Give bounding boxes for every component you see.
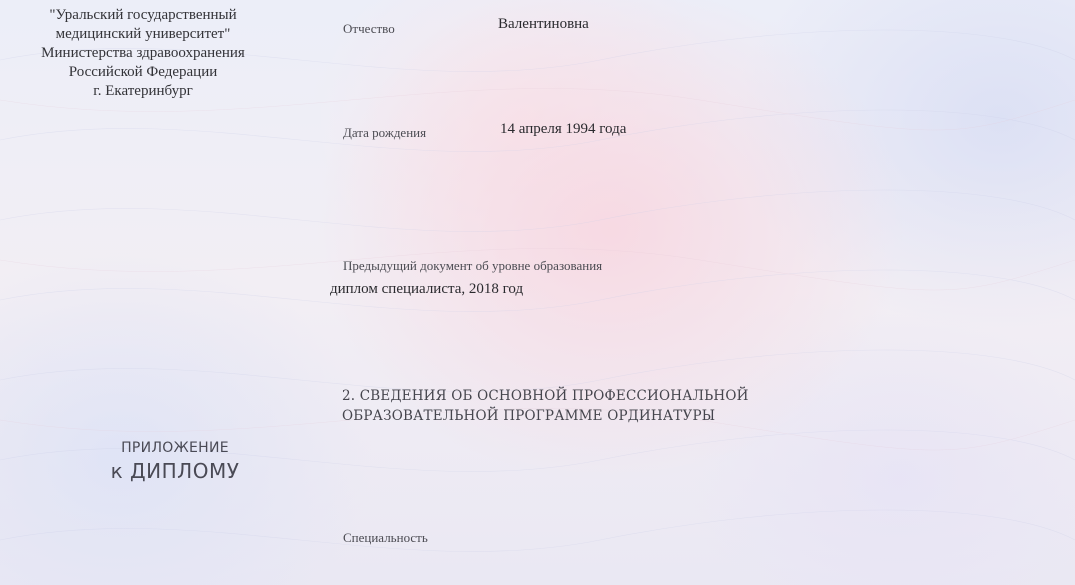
university-name-block (0, 6, 286, 101)
birthdate-value: 14 апреля 1994 года (500, 121, 627, 137)
university-line: медицинский университет" (55, 26, 231, 42)
appendix-title (60, 438, 290, 484)
appendix-title-line1: ПРИЛОЖЕНИЕ (121, 440, 229, 456)
university-line: "Уральский государственный (49, 7, 237, 23)
specialty-label: Специальность (343, 530, 428, 545)
patronymic-value: Валентиновна (498, 16, 589, 32)
university-line: Российской Федерации (68, 64, 218, 80)
section-2-title-line2: ОБРАЗОВАТЕЛЬНОЙ ПРОГРАММЕ ОРДИНАТУРЫ (342, 408, 716, 424)
university-line: г. Екатеринбург (93, 83, 193, 99)
university-line: Министерства здравоохранения (41, 45, 245, 61)
section-2-title-line1: 2. СВЕДЕНИЯ ОБ ОСНОВНОЙ ПРОФЕССИОНАЛЬНОЙ (342, 388, 749, 404)
patronymic-label: Отчество (343, 21, 395, 36)
birthdate-label: Дата рождения (343, 125, 427, 140)
appendix-title-line2: к ДИПЛОМУ (110, 459, 240, 483)
previous-document-value: диплом специалиста, 2018 год (330, 281, 524, 297)
section-2-title (342, 386, 749, 426)
previous-document-label: Предыдущий документ об уровне образования (343, 258, 603, 273)
